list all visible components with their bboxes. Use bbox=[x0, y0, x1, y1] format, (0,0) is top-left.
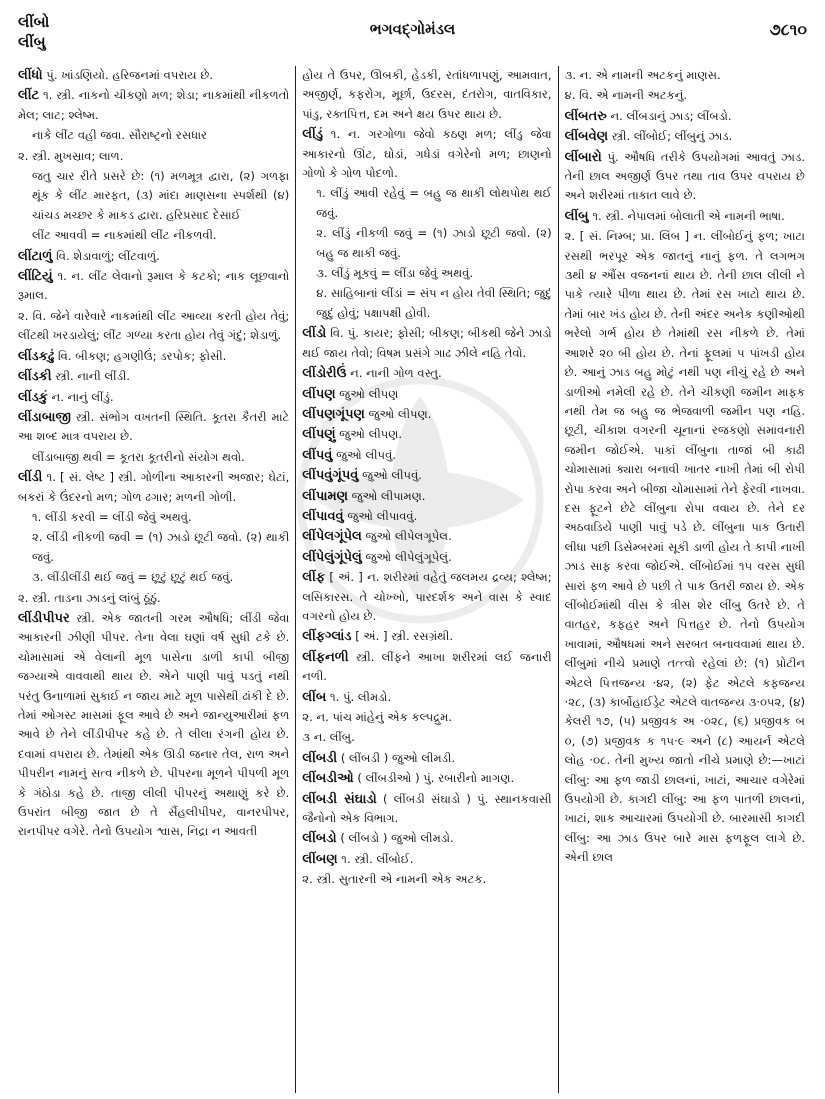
headword: લીંબુ bbox=[564, 208, 589, 224]
dictionary-entry bbox=[18, 267, 289, 306]
definition-text: ( લીંબડો ) જુઓ લીમડો. bbox=[340, 831, 454, 846]
definition-text: વિ. પું. કાયર; ફોસી; બીકણ; બીકથી જેને ઝાડો થઈ જાય તેવો; વિષમ પ્રસંગે ગાઢ ઝીલે નહિ તેવો. bbox=[302, 326, 552, 360]
entry-sense bbox=[18, 508, 289, 527]
headword: લીંડોરીઉં bbox=[302, 366, 347, 382]
definition-text: ન. નાની ગોળ વસ્તુ. bbox=[350, 366, 442, 381]
dictionary-entry bbox=[302, 466, 551, 485]
dictionary-entry bbox=[302, 405, 551, 424]
definition-text: ૧. લીંડું આવી રહેવું = બહુ જ થાકી લોથપોથ થઈ જવું. bbox=[316, 186, 552, 220]
entry-sense bbox=[18, 448, 289, 467]
entry-sense bbox=[18, 126, 289, 145]
headword: લીંપવુંગૂંપવું bbox=[302, 468, 359, 484]
dictionary-entry bbox=[302, 790, 551, 829]
headword: લીંપવું bbox=[302, 447, 333, 463]
page-header bbox=[18, 10, 807, 66]
dictionary-entry bbox=[565, 148, 805, 206]
entry-sense bbox=[18, 147, 289, 166]
definition-text: ૨. સ્ત્રી. તાડના ઝાડનું લાંબું ઠૂંઠું. bbox=[18, 590, 161, 605]
definition-text: ૧. ન. લીંટ લેવાનો રૂમાલ કે કટકો; નાક લૂછવાનો રૂમાલ. bbox=[18, 269, 290, 303]
dictionary-entry bbox=[18, 408, 289, 447]
definition-text: ૪. સાહિબાનાં લીંડાં = સંપ ન હોય તેવી સ્થિતિ; જુદું જુદું હોવું; પક્ષાપક્ષી હોવી. bbox=[316, 286, 552, 320]
dictionary-entry bbox=[18, 347, 289, 366]
dictionary-entry bbox=[302, 125, 551, 183]
dictionary-entry bbox=[302, 364, 551, 383]
definition-text: ૩. લીંડું મૂકવું = લીંડા જેવું અથવું. bbox=[316, 266, 474, 281]
headword: લીંપણું bbox=[302, 427, 336, 443]
definition-text: ૧. પું. લીમડો. bbox=[329, 689, 392, 704]
headword: લીંડો bbox=[302, 326, 327, 342]
definition-text: સ્ત્રી. નાની લીંડી. bbox=[55, 369, 130, 384]
definition-text: ( લીંબડી ) જુઓ લીમડી. bbox=[340, 750, 456, 765]
headword: લીંડી bbox=[18, 470, 43, 486]
definition-text: સ્ત્રી. સંભોગ વખતની સ્થિતિ. કૂતરા કૈતરી માટે આ શબ્દ માત્ર વપરાય છે. bbox=[18, 409, 290, 444]
dictionary-entry bbox=[302, 627, 551, 646]
entry-sense bbox=[302, 184, 551, 223]
definition-text: ૧. સ્ત્રી. નેપાલમાં બોલાતી એ નામની ભાષા. bbox=[592, 208, 785, 223]
headword: લીંફ bbox=[302, 570, 326, 586]
headword: લીંપેલગૂંપેલ bbox=[302, 529, 362, 545]
dictionary-entry bbox=[302, 648, 551, 687]
dictionary-entry bbox=[302, 688, 551, 707]
definition-text: ૨. [ સં. નિમ્બ; પ્રા. લિંબ ] ન. લીંબોઈનું ફળ; ખાટા રસથી ભરપૂર એક જાતનું નાનું ફળ. તે લગભગ ૩થી ૪ ઔંસ વજનનાં થાય છે. તેની છાલ લીલી ને પાકે ત્યારે પીળા થાય છે. તેમાં રસ ખાટો થાય છે. તેમાં બાર ખંડ હોય છે. તેની અંદર અનેક કણીઓથી ભરેલો ગર્ભ હોય છે તેમાંથી રસ નીકળે છે. તેમાં આશરે ૨૦ બી હોય છે. તેનાં ફૂલમાં ૫ પાંખડી હોય છે. આનું ઝાડ બહુ મોટું નથી પણ નીચું રહે છે અને ડાળીઓ નમેલી રહે છે. તેને ચીકણી જમીન માફક નથી તેમ જ બહુ જ ભેજવાળી જમીન પણ નહિ. છૂટી, ચીકાશ વગરની ચૂનાનાં રજકણો સમાવનારી જમીન જોઈએ. પાકાં લીંબુના તાજાં બી કાઢી ચોમાસામાં ક્યારા બનાવી ખાતર નાખી તેમાં બી રોપી રોપા કરવા અને બીજા ચોમાસામાં તેને ફેરવી નાખવા. દસ ફૂટને છેટે લીંબુના રોપા વવાય છે. તેને દર અઠવાડિયે પાણી પાવું પડે છે. લીંબુના પાક ઉતારી લીધા પછી ડિસેમ્બરમાં સૂકી ડાળી હોય તે કાપી નાખી ઝાડ સાફ કરવા જોઈએ. લીંબોઈમાં ૧૫ વરસ સુધી સારાં ફળ આવે છે પછી તે પાક ઉતરી જાય છે. એક લીંબોઈમાંથી વીસ કે ત્રીસ શેર લીંબુ ઉતરે છે. તે વાતહર, કફહર અને પિત્તહર છે. તેનો ઉપયોગ ખાવામાં, ઔષધમાં અને સરબત બનાવવામાં થાય છે. લીંબુમાં નીચે પ્રમાણે તત્ત્વો રહેલાં છે: (૧) પ્રોટીન એટલે પિત્તજન્ય ·૪૨, (૨) ફેટ એટલે કફજન્ય ·૨૮, (૩) કાર્બોહાઈડ્રેટ એટલે વાતજન્ય ૩·૦૫૨, (૪) કેલરી ૧૭, (૫) પ્રજીવક અ ·૦૨૮, (૬) પ્રજીવક બ ૦, (૭) પ્રજીવક ક ૧૫·૯ અને (૮) આયર્ન એટલે લોહ ·૦૮. તેની મુખ્ય જાતો નીચે પ્રમાણે છે:—ખાટાં લીંબુ: આ ફળ જાડી છાલનાં, ખાટાં, આચાર વગેરેમાં ઉપયોગી છે. કાગદી લીંબુ: આ ફળ પાતળી છાલનાં, ખાટાં, શાક આચારમાં ઉપયોગી છે. બારમાસી કાગદી લીંબુ: આ ઝાડ ઉપર બારે માસ ફળફૂલ લાગે છે. એની છાલ bbox=[564, 229, 805, 865]
dictionary-entry bbox=[18, 388, 289, 407]
definition-text: જુઓ લીપવું. bbox=[336, 447, 396, 462]
definition-text: ન. નાનું લીંડું. bbox=[51, 389, 114, 404]
headword: લીંફનળી bbox=[302, 649, 349, 665]
headword: લીંબડીઓ bbox=[302, 771, 354, 787]
definition-text: જુઓ લીપણ. bbox=[368, 406, 432, 421]
definition-text: ૨. સ્ત્રી. મુખસ્રાવ; લાળ. bbox=[18, 148, 124, 163]
page-number: ૭૮૧૦ bbox=[769, 20, 807, 39]
headword: લીંડકી bbox=[18, 369, 52, 385]
dictionary-entry bbox=[302, 527, 551, 546]
definition-text: સ્ત્રી. લીંફને આખા શરીરમાં લઈ જનારી નળી. bbox=[302, 649, 552, 684]
definition-text: ૧. સ્ત્રી. નાકનો ચીકણો મળ; શેડા; નાકમાંથી નીકળતો મેલ; લાટ; શ્લેષ્મ. bbox=[18, 88, 290, 122]
guide-word-first: લીંબો bbox=[18, 13, 50, 31]
definition-text: ૨. લીંડી નીકળી જવી = (૧) ઝાડો છૂટી જવો. (૨) થાકી જવું. bbox=[32, 530, 290, 564]
definition-text: જતુ ચાર રીતે પ્રસરે છે: (૧) મળમૂત્ર દ્વારા, (૨) ગળફા થૂંક કે લીંટ મારફત, (૩) માંદા માણસના સ્પર્શથી (૪) ચાંચડ મચ્છર કે માકડ દ્વારા. હરિપ્રસાદ દેસાઈ bbox=[32, 169, 290, 222]
entry-sense bbox=[302, 66, 551, 124]
headword: લીંડું bbox=[302, 127, 323, 143]
definition-text: ન. લીંબડાનું ઝાડ; લીંબડો. bbox=[610, 108, 732, 123]
definition-text: જુઓ લીપાવવું. bbox=[347, 508, 418, 523]
headword: લીંપામણ bbox=[302, 488, 348, 504]
column-1 bbox=[18, 66, 295, 1093]
column-3 bbox=[559, 66, 811, 1093]
dictionary-entry bbox=[302, 446, 551, 465]
dictionary-entry bbox=[302, 324, 551, 363]
dictionary-entry bbox=[302, 829, 551, 848]
definition-text: ૩. લીંડીલીંડી થઈ જવું = છૂટું છૂટું થઈ જવું. bbox=[32, 570, 234, 585]
dictionary-entry bbox=[18, 66, 289, 85]
definition-text: ( લીંબડીઓ ) પું. રબારીનો માગણ. bbox=[357, 771, 515, 786]
dictionary-entry bbox=[565, 107, 805, 126]
entry-sense bbox=[302, 870, 551, 889]
headword: લીંટ bbox=[18, 88, 40, 104]
entry-sense bbox=[302, 284, 551, 323]
dictionary-entry bbox=[302, 507, 551, 526]
headword: લીંડાબાજી bbox=[18, 409, 71, 425]
dictionary-entry bbox=[18, 247, 289, 266]
definition-text: ૩ ન. લીંબુ. bbox=[302, 730, 355, 745]
definition-text: ૧. ન. ગરગોળા જેવો કઠણ મળ; લીંડુ જેવા આકારનો ઊંટ, ઘોડાં, ગધેડાં વગેરેનો મળ; છાણનો ગોળો કે ગોળ પોદળો. bbox=[302, 127, 552, 181]
headword: લીંબડો bbox=[302, 831, 337, 847]
headword: લીંબતરુ bbox=[564, 108, 607, 124]
definition-text: ૧. લીંડી કરવી = લીંડી જેવું અથવું. bbox=[32, 509, 192, 524]
headword: લીંપાવવું bbox=[302, 508, 344, 524]
headword: લીંડકઢું bbox=[18, 348, 55, 364]
text-columns bbox=[18, 66, 811, 1093]
headword: લીંબવેણ bbox=[564, 129, 609, 145]
headword: લીંબ bbox=[302, 689, 327, 705]
definition-text: જુઓ લીપણ. bbox=[339, 427, 403, 442]
column-2 bbox=[296, 66, 557, 1093]
definition-text: પું. ઔષધિ તરીકે ઉપયોગમાં આવતું ઝાડ. તેની છાલ અજીર્ણ ઉપર તથા તાવ ઉપર વપરાય છે અને શરીરમાં તાકાત લાવે છે. bbox=[564, 149, 806, 203]
entry-sense bbox=[565, 66, 805, 85]
headword: લીંપણગૂંપણ bbox=[302, 406, 365, 422]
headword: લીંડીપીપર bbox=[18, 610, 70, 626]
dictionary-entry bbox=[18, 86, 289, 125]
dictionary-entry bbox=[302, 850, 551, 869]
definition-text: ૨. લીંડું નીકળી જવું = (૧) ઝાડો છૂટી જવો. (૨) બહુ જ થાકી જવું. bbox=[316, 226, 552, 260]
definition-text: ૪. વિ. એ નામની અટકનું. bbox=[564, 88, 688, 103]
dictionary-entry bbox=[302, 487, 551, 506]
headword: લીંપણ bbox=[302, 386, 336, 402]
dictionary-entry bbox=[302, 769, 551, 788]
dictionary-entry bbox=[18, 609, 289, 842]
definition-text: જુઓ લીપેલુંગૂપેલું. bbox=[365, 549, 452, 564]
definition-text: ૧. સ્ત્રી. લીંબોઈ. bbox=[341, 851, 414, 866]
definition-text: હોય તે ઉપર, ઊબકી, હેડકી, રતાંધળાપણું, આમવાત, અજીર્ણ, કફરોગ, મૂર્છા, ઉદરસ, દંતરોગ, વાતવિકાર, પાંડુ, રક્તપિત્ત, દમ અને ક્ષય ઉપર થાય છે. bbox=[302, 68, 552, 121]
definition-text: [ અં. ] ન. શરીરમાં વહેતું જલમય દ્રવ્ય; શ્લેષ્મ; લસિકારસ. તે ચોખ્ખો, પારદર્શક અને વાસ કે સ્વાદ વગરનો હોય છે. bbox=[302, 570, 552, 623]
definition-text: સ્ત્રી. એક જાતની ગરમ ઔષધિ; લીંડી જેવા આકારની ઝીણી પીપર. તેના વેલા ઘણાં વર્ષ સુધી ટકે છે. ચોમાસામાં એ વેલાની મૂળ પાસેના ડાળી કાપી બીજી જગ્યાએ વાવવાથી થાય છે. એને પાણી પાવું પડતું નથી પરંતુ ઉનાળામાં સુકાઈ ન જાય માટે મૂળ પાસેથી ઢાંકી દે છે. તેમાં ઓગસ્ટ માસમાં ફૂલ આવે છે અને જાન્યુઆરીમાં ફળ આવે છે તેને લીંડીપીપર કહે છે. તે લીલા રંગની હોય છે. દવામાં વપરાય છે. તેમાંથી એક ઊડી જનાર તેલ, રાળ અને પીપરીન નામનું સત્વ નીકળે છે. પીપરના મૂળને પીપળી મૂળ કે ગંઠોડા કહે છે. તાજી લીલી પીપરનું અથાણું કરે છે. ઉપરાંત બીજી જાત છે તે સૈંહલીપીપર, વાનરપીપર, રાનપીપર વગેરે. તેનો ઉપયોગ શ્વાસ, નિદ્રા ન આવતી bbox=[18, 610, 290, 839]
headword: લીંબારો bbox=[564, 149, 602, 165]
definition-text: પું. ખાંડણિયો. હરિજનમાં વપરાય છે. bbox=[46, 68, 214, 82]
definition-text: જુઓ લીપણ bbox=[339, 386, 399, 401]
definition-text: લીંડાબાજી થવી = કૂતરા કૂતરીનો સંયોગ થવો. bbox=[32, 449, 245, 464]
headword: લીંટિયું bbox=[18, 269, 53, 285]
definition-text: વિ. શેડાવાળું; લીંટવાળું. bbox=[56, 248, 160, 263]
entry-sense bbox=[302, 708, 551, 727]
dictionary-entry bbox=[18, 367, 289, 386]
dictionary-entry bbox=[302, 548, 551, 567]
dictionary-entry bbox=[302, 385, 551, 404]
definition-text: ( લીંબડી સંઘાડો ) પું. સ્થાનકવાસી જૈનોનો એક વિભાગ. bbox=[302, 791, 552, 826]
definition-text: ૨. સ્ત્રી. સુતારની એ નામની એક અટક. bbox=[302, 872, 487, 887]
definition-text: ૨. ન. પાંચ માંહેનું એક કલ્પદ્રુમ. bbox=[302, 710, 452, 724]
guide-word-last: લીંબુ bbox=[18, 33, 46, 51]
headword: લીંફગ્લાંડ bbox=[302, 629, 352, 645]
headword: લીંબડી bbox=[302, 750, 338, 766]
definition-text: વિ. બીકણ; હગણીઉં; ડરપોક; ફોસી. bbox=[58, 348, 227, 363]
headword: લીંડકું bbox=[18, 389, 48, 405]
entry-sense bbox=[18, 568, 289, 587]
headword: લીંબણ bbox=[302, 851, 338, 867]
definition-text: ૩. ન. એ નામની અટકનું માણસ. bbox=[564, 68, 721, 82]
entry-sense bbox=[302, 264, 551, 283]
entry-sense bbox=[302, 728, 551, 747]
definition-text: નાકે લીંટ વહી જવા. સૌરાષ્ટ્રનો રસધાર bbox=[32, 128, 208, 143]
page-title: ભગવદ્ગોમંડલ bbox=[369, 20, 456, 38]
dictionary-entry bbox=[18, 468, 289, 507]
definition-text: જુઓ લીપેલગૂપેલ. bbox=[365, 529, 452, 544]
definition-text: જુઓ લીપવું. bbox=[362, 468, 422, 483]
headword: લીંબડી સંઘાડો bbox=[302, 791, 377, 807]
dictionary-entry bbox=[565, 127, 805, 146]
entry-sense bbox=[18, 589, 289, 608]
dictionary-entry bbox=[302, 568, 551, 626]
dictionary-entry bbox=[302, 425, 551, 444]
definition-text: [ અં. ] સ્ત્રી. રસગ્રંથી. bbox=[355, 629, 454, 644]
entry-sense bbox=[18, 167, 289, 225]
entry-sense bbox=[565, 86, 805, 105]
headword: લીંધો bbox=[18, 68, 43, 83]
entry-sense bbox=[18, 226, 289, 245]
definition-text: જુઓ લીપામણ. bbox=[351, 488, 426, 503]
definition-text: ૧. [ સં. લેષ્ટ ] સ્ત્રી. ગોળીના આકારની અજાર; ઘેટાં, બકરાં કે ઉંદરનો મળ; ગોળ ઢગાર; મળની ગોળી. bbox=[18, 470, 290, 504]
entry-sense bbox=[18, 307, 289, 346]
definition-text: સ્ત્રી. લીંબોઈ; લીંબુનું ઝાડ. bbox=[611, 129, 733, 144]
dictionary-entry bbox=[302, 749, 551, 768]
headword: લીંપેલુંગૂંપેલું bbox=[302, 549, 362, 565]
definition-text: ૨. વિ. જેને વારેવારે નાકમાંથી લીંટ આવ્યા કરતી હોય તેવું; લીંટથી ખરડાયેલું; લીંટ ગળ્યા કરતા હોય તેવું ગંદું; શેડાળું. bbox=[18, 308, 290, 343]
definition-text: લીંટ આવવી = નાકમાંથી લીંટ નીકળવી. bbox=[32, 228, 217, 243]
headword: લીંટાળું bbox=[18, 248, 53, 264]
entry-sense bbox=[18, 528, 289, 567]
dictionary-entry bbox=[565, 207, 805, 226]
entry-sense bbox=[565, 227, 805, 867]
entry-sense bbox=[302, 224, 551, 263]
